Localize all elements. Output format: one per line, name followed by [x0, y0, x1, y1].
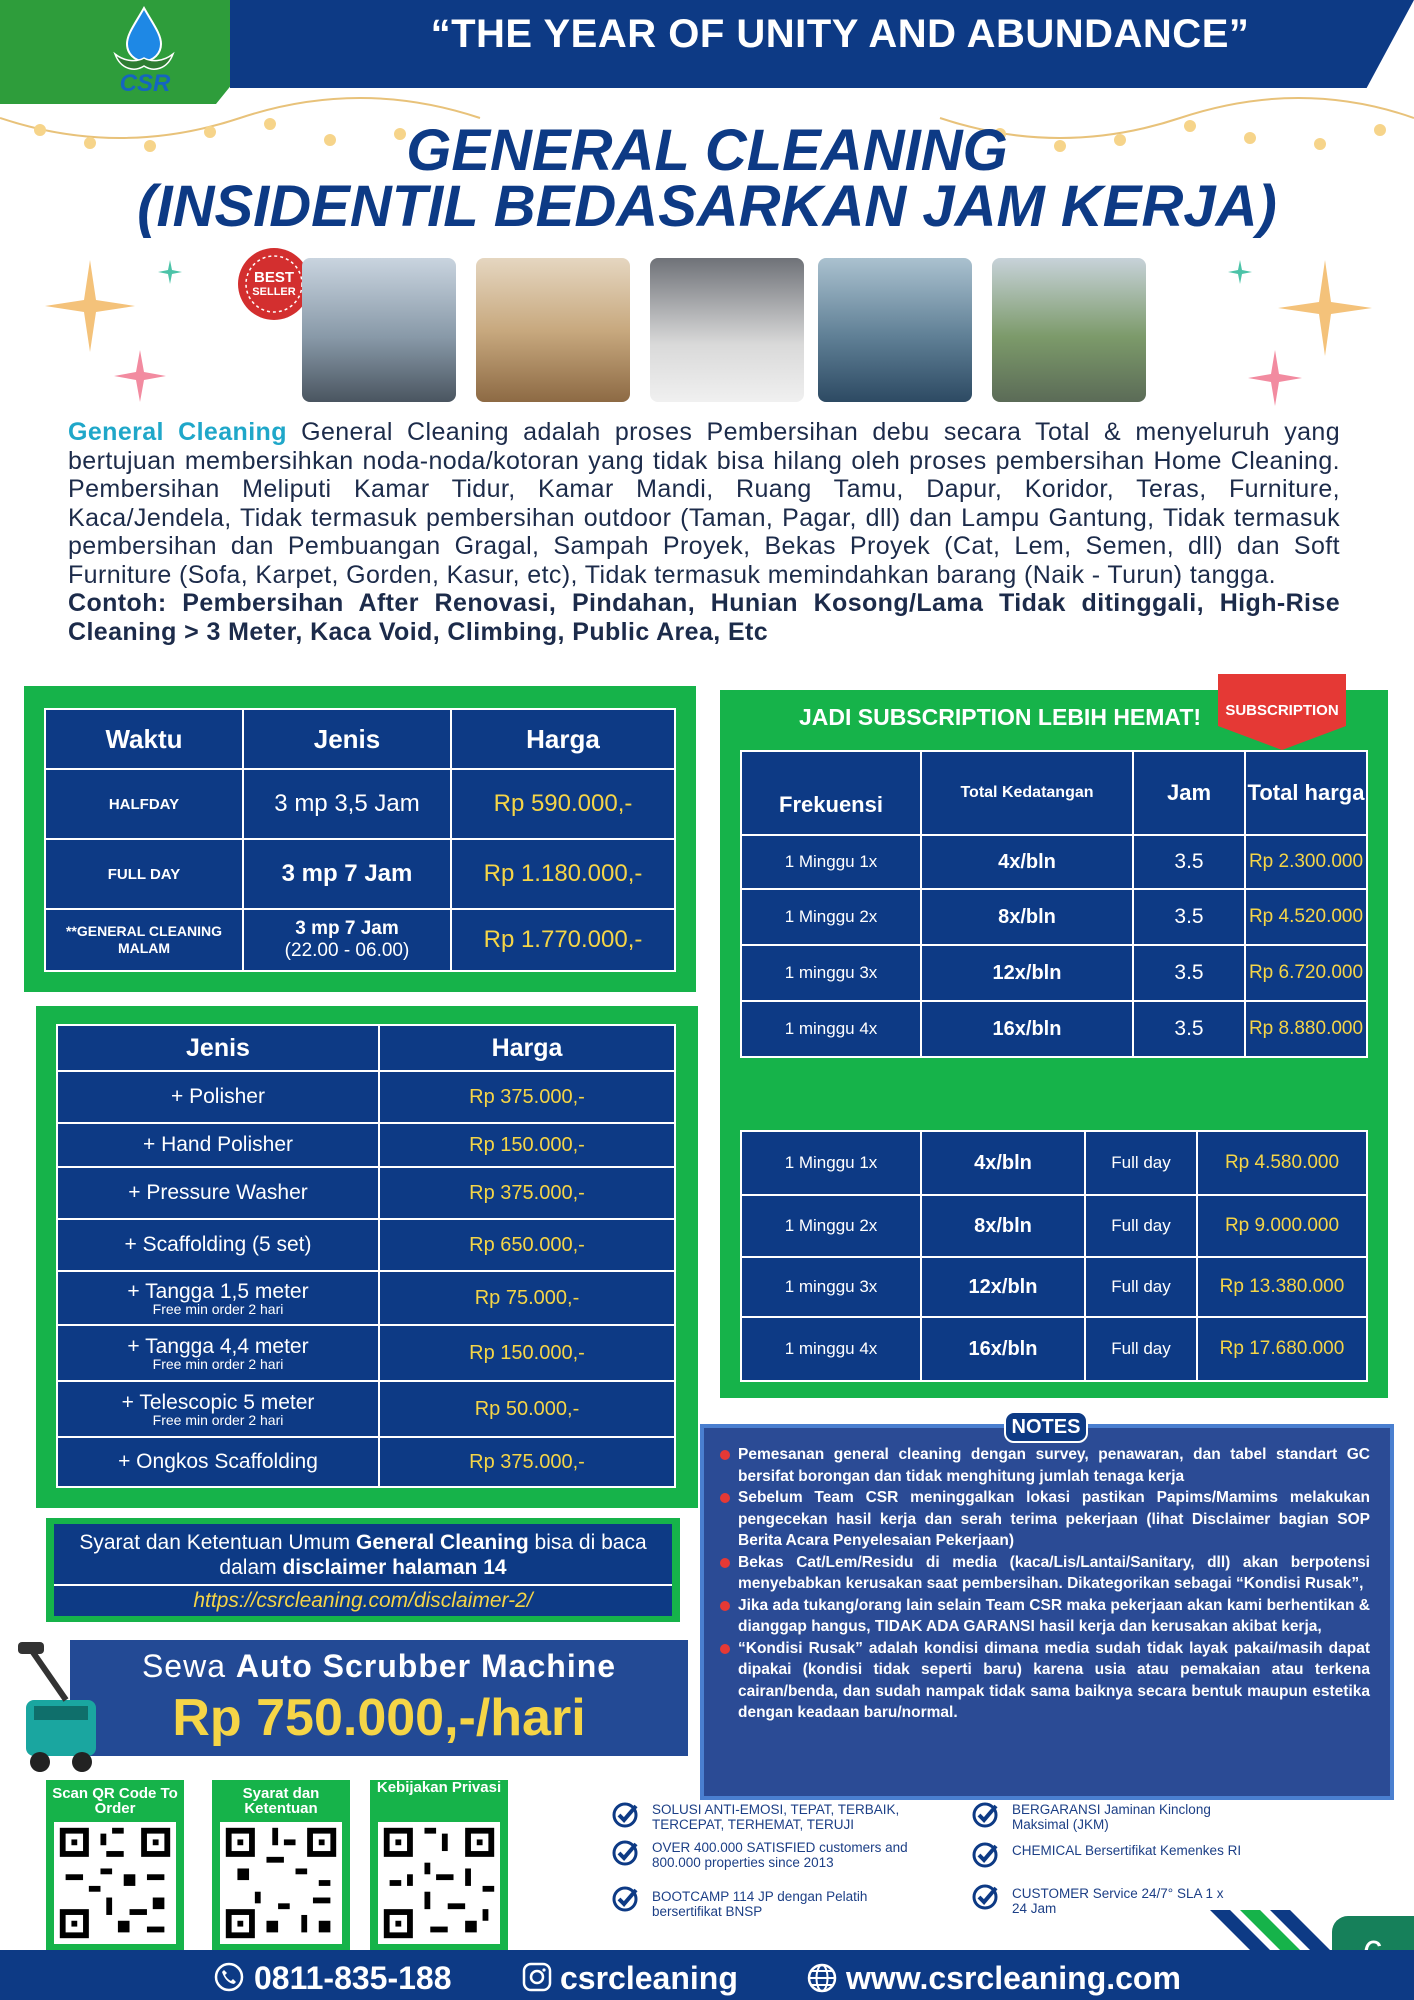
decorative-stripes	[1210, 1910, 1340, 1950]
description-body: General Cleaning adalah proses Pembersihan debu secara Total & menyeluruh yang bertujuan membersihkan noda-noda/kotoran yang tidak bisa hilang oleh proses pembersihan Home Cleaning. Pembersihan Meliputi Kamar Tidur, Kamar Mandi, Ruang Tamu, Dapur, Koridor, Teras, Furniture, Kaca/Jendela, Tidak termasuk pembersihan outdoor (Taman, Pagar, dll) dan Lampu Gantung, Tidak termasuk pembersihan dan Pembuangan Gragal, Sampah Proyek, Bekas Proyek (Cat, Lem, Semen, dll) dan Soft Furniture (Sofa, Karpet, Gorden, Kasur, etc), Tidak termasuk memindahkan barang (Naik - Turun) tangga.	[68, 418, 1341, 589]
jam-cell: 3.5	[1133, 835, 1245, 889]
waktu-cell: FULL DAY	[45, 839, 243, 909]
table-row	[45, 909, 675, 971]
terms-bold2: disclaimer halaman 14	[282, 1556, 507, 1579]
service-description	[68, 418, 1340, 646]
jam-cell: 3.5	[1133, 945, 1245, 1001]
disclaimer-link[interactable]: https://csrcleaning.com/disclaimer-2/	[54, 1584, 672, 1613]
table-row	[57, 1437, 675, 1487]
check-icon	[972, 1842, 998, 1868]
addon-price: Rp 375.000,-	[379, 1071, 675, 1123]
jenis-cell	[243, 909, 451, 971]
page-title-line2: (INSIDENTIL BEDASARKAN JAM KERJA)	[137, 174, 1277, 239]
addon-price: Rp 375.000,-	[379, 1437, 675, 1487]
table-row	[741, 1131, 1367, 1195]
jenis-cell: 3 mp 3,5 Jam	[243, 769, 451, 839]
qr-code-privacy-icon[interactable]	[378, 1822, 500, 1944]
note-item: Pemesanan general cleaning dengan survey, penawaran, dan tabel standart GC bersifat borongan dan tidak menghitung jumlah tenaga kerja	[720, 1444, 1370, 1487]
photo-highrise-cleaning	[992, 258, 1146, 402]
addon-note: Free min order 2 hari	[152, 1355, 284, 1372]
freq-cell: 1 minggu 3x	[741, 945, 921, 1001]
freq-cell: 1 Minggu 1x	[741, 1131, 921, 1195]
addon-table	[56, 1024, 676, 1488]
table-row	[57, 1271, 675, 1325]
jam-cell: Full day	[1085, 1131, 1197, 1195]
table-row	[741, 889, 1367, 945]
rental-pre: Sewa	[141, 1648, 236, 1684]
subscription-banner: JADI SUBSCRIPTION LEBIH HEMAT!	[798, 704, 1202, 730]
feature-text: CHEMICAL Bersertifikat Kemenkes RI	[1012, 1843, 1242, 1858]
addon-price: Rp 75.000,-	[379, 1271, 675, 1325]
addon-note: Free min order 2 hari	[152, 1300, 284, 1317]
price-table-header	[45, 709, 675, 769]
addon-price: Rp 50.000,-	[379, 1381, 675, 1437]
waktu-cell: **GENERAL CLEANING MALAM	[45, 909, 243, 971]
description-lead: General Cleaning	[68, 418, 287, 446]
addon-price: Rp 150.000,-	[379, 1123, 675, 1167]
rental-title	[90, 1648, 668, 1685]
best-seller-badge-text	[236, 270, 312, 300]
jam-cell: Full day	[1085, 1317, 1197, 1381]
addon-name: + Hand Polisher	[57, 1123, 379, 1167]
total-cell: 12x/bln	[921, 945, 1133, 1001]
addon-name: + Pressure Washer	[57, 1167, 379, 1219]
check-icon	[972, 1884, 998, 1910]
col-harga: Harga	[451, 709, 675, 769]
harga-cell: Rp 590.000,-	[451, 769, 675, 839]
addon-price: Rp 150.000,-	[379, 1325, 675, 1381]
addon-name	[57, 1381, 379, 1437]
notes-list	[720, 1444, 1370, 1724]
harga-cell: Rp 1.770.000,-	[451, 909, 675, 971]
total-cell: 12x/bln	[921, 1257, 1085, 1317]
subscription-table-fullday	[740, 1130, 1368, 1382]
freq-cell: 1 Minggu 2x	[741, 1195, 921, 1257]
freq-cell: 1 minggu 3x	[741, 1257, 921, 1317]
subscription-table-header	[741, 751, 1367, 835]
total-cell: 4x/bln	[921, 1131, 1085, 1195]
addon-price: Rp 650.000,-	[379, 1219, 675, 1271]
terms-mid: bisa di baca dalam	[219, 1531, 647, 1579]
badge-line1: BEST	[253, 269, 294, 286]
notes-title: NOTES	[1004, 1411, 1088, 1443]
addon-name: + Scaffolding (5 set)	[57, 1219, 379, 1271]
harga-cell: Rp 13.380.000	[1197, 1257, 1367, 1317]
total-cell: 16x/bln	[921, 1001, 1133, 1057]
addon-name	[57, 1271, 379, 1325]
table-row	[57, 1381, 675, 1437]
harga-cell: Rp 4.520.000	[1245, 889, 1367, 945]
jenis-sub: (22.00 - 06.00)	[284, 940, 410, 961]
qr-label-terms: Syarat dan Ketentuan	[242, 1785, 320, 1817]
feature-text: BERGARANSI Jaminan Kinclong Maksimal (JKM)	[1012, 1802, 1211, 1832]
table-row	[741, 945, 1367, 1001]
sparkle-left-icon	[20, 240, 200, 420]
jam-cell: Full day	[1085, 1257, 1197, 1317]
note-item: Jika ada tukang/orang lain selain Team CSR maka pekerjaan akan kami berhentikan & dianggap hangus, TIDAK ADA GARANSI hasil kerja dan kerusakan akibat kerja,	[720, 1595, 1370, 1638]
photo-window-cleaning	[302, 258, 456, 402]
table-row	[57, 1123, 675, 1167]
sparkle-right-icon	[1200, 240, 1390, 430]
note-item: Bekas Cat/Lem/Residu di media (kaca/Lis/Lantai/Sanitary, dll) akan berpotensi menyebabkan kerusakan saat pembersihan. Dikategorikan sebagai “Kondisi Rusak”,	[720, 1552, 1370, 1595]
col-jam: Jam	[1133, 751, 1245, 835]
col-frekuensi: Frekuensi	[741, 751, 921, 835]
check-icon	[612, 1840, 638, 1866]
table-row	[45, 769, 675, 839]
addon-price: Rp 375.000,-	[379, 1167, 675, 1219]
harga-cell: Rp 4.580.000	[1197, 1131, 1367, 1195]
note-item: “Kondisi Rusak” adalah kondisi dimana media sudah tidak layak pakai/masih dapat dipakai (kondisi tidak seperti baru) karena usia atau pemakaian atau terkena cairan/benda, dan sudah nampak tidak sama baiknya secara bentuk maupun estetika dengan keadaan baru/normal.	[720, 1638, 1370, 1724]
harga-cell: Rp 6.720.000	[1245, 945, 1367, 1001]
rental-price: Rp 750.000,-/hari	[172, 1689, 586, 1747]
badge-line2: SELLER	[252, 286, 296, 298]
page-title-line1: GENERAL CLEANING	[406, 118, 1008, 183]
jenis-main: 3 mp 7 Jam	[295, 918, 399, 939]
check-icon	[972, 1802, 998, 1828]
table-row	[741, 1001, 1367, 1057]
harga-cell: Rp 9.000.000	[1197, 1195, 1367, 1257]
feature-text: OVER 400.000 SATISFIED customers and 800.000 properties since 2013	[652, 1840, 908, 1870]
instagram-icon	[522, 1962, 552, 1992]
jam-cell: 3.5	[1133, 889, 1245, 945]
harga-cell: Rp 1.180.000,-	[451, 839, 675, 909]
total-cell: 8x/bln	[921, 1195, 1085, 1257]
addon-name: + Polisher	[57, 1071, 379, 1123]
addon-name	[57, 1325, 379, 1381]
addon-table-header	[57, 1025, 675, 1071]
harga-cell: Rp 17.680.000	[1197, 1317, 1367, 1381]
price-table	[44, 708, 676, 972]
feature-text: BOOTCAMP 114 JP dengan Pelatih bersertifikat BNSP	[652, 1889, 868, 1919]
addon-label: + Tangga 4,4 meter	[127, 1334, 309, 1358]
addon-note: Free min order 2 hari	[152, 1411, 284, 1428]
table-row	[741, 1257, 1367, 1317]
subscription-table-halfday	[740, 750, 1368, 1058]
col-jenis: Jenis	[57, 1025, 379, 1071]
note-item: Sebelum Team CSR meninggalkan lokasi pastikan Papims/Mamims melakukan pengecekan hasil kerja dan serah terima pekerjaan (lihat Disclaimer bagian SOP Berita Acara Penyelesaian Pekerjaan)	[720, 1487, 1370, 1552]
footer-instagram[interactable]: csrcleaning	[560, 1960, 738, 1996]
total-cell: 16x/bln	[921, 1317, 1085, 1381]
harga-cell: Rp 2.300.000	[1245, 835, 1367, 889]
globe-icon	[806, 1962, 838, 1994]
feature-text: CUSTOMER Service 24/7° SLA 1 x 24 Jam	[1012, 1886, 1224, 1916]
col-jenis: Jenis	[243, 709, 451, 769]
description-example: Contoh: Pembersihan After Renovasi, Pindahan, Hunian Kosong/Lama Tidak ditinggali, High-Rise Cleaning > 3 Meter, Kaca Void, Climbing, Public Area, Etc	[68, 589, 1340, 646]
table-row	[741, 835, 1367, 889]
footer-website[interactable]: www.csrcleaning.com	[846, 1960, 1181, 1996]
terms-text	[54, 1524, 672, 1580]
photo-kitchen-cleaning	[476, 258, 630, 402]
qr-code-order-icon[interactable]	[54, 1822, 176, 1944]
table-row	[57, 1219, 675, 1271]
footer-phone[interactable]: 0811-835-188	[254, 1960, 452, 1996]
header-slogan: “THE YEAR OF UNITY AND ABUNDANCE”	[430, 12, 1250, 56]
qr-label-order: Scan QR Code To Order	[52, 1785, 178, 1817]
check-icon	[612, 1886, 638, 1912]
check-icon	[612, 1802, 638, 1828]
auto-scrubber-machine-icon	[6, 1640, 110, 1780]
addon-label: + Tangga 1,5 meter	[127, 1279, 309, 1303]
terms-box	[54, 1524, 672, 1616]
col-waktu: Waktu	[45, 709, 243, 769]
col-total-kedatangan: Total Kedatangan	[921, 751, 1133, 835]
freq-cell: 1 Minggu 1x	[741, 835, 921, 889]
addon-label: + Telescopic 5 meter	[121, 1390, 315, 1414]
jam-cell: Full day	[1085, 1195, 1197, 1257]
table-row	[741, 1195, 1367, 1257]
terms-bold1: General Cleaning	[356, 1531, 529, 1554]
col-total-harga: Total harga	[1245, 751, 1367, 835]
freq-cell: 1 minggu 4x	[741, 1001, 921, 1057]
feature-text: SOLUSI ANTI-EMOSI, TEPAT, TERBAIK, TERCEPAT, TERHEMAT, TERUJI	[652, 1802, 900, 1832]
rental-machine: Auto Scrubber Machine	[235, 1648, 617, 1684]
qr-label-privacy: Kebijakan Privasi	[376, 1779, 502, 1796]
table-row	[45, 839, 675, 909]
subscription-ribbon-label: SUBSCRIPTION	[1225, 702, 1339, 719]
col-harga: Harga	[379, 1025, 675, 1071]
table-row	[57, 1325, 675, 1381]
total-cell: 4x/bln	[921, 835, 1133, 889]
addon-name: + Ongkos Scaffolding	[57, 1437, 379, 1487]
qr-code-terms-icon[interactable]	[220, 1822, 342, 1944]
jenis-cell: 3 mp 7 Jam	[243, 839, 451, 909]
table-row	[741, 1317, 1367, 1381]
photo-vacuum-cleaning	[650, 258, 804, 402]
table-row	[57, 1071, 675, 1123]
photo-glass-cleaning	[818, 258, 972, 402]
waktu-cell: HALFDAY	[45, 769, 243, 839]
freq-cell: 1 Minggu 2x	[741, 889, 921, 945]
logo-text: CSR	[119, 70, 171, 97]
phone-icon	[214, 1962, 244, 1992]
harga-cell: Rp 8.880.000	[1245, 1001, 1367, 1057]
total-cell: 8x/bln	[921, 889, 1133, 945]
jam-cell: 3.5	[1133, 1001, 1245, 1057]
table-row	[57, 1167, 675, 1219]
terms-pre: Syarat dan Ketentuan Umum	[79, 1531, 356, 1554]
freq-cell: 1 minggu 4x	[741, 1317, 921, 1381]
